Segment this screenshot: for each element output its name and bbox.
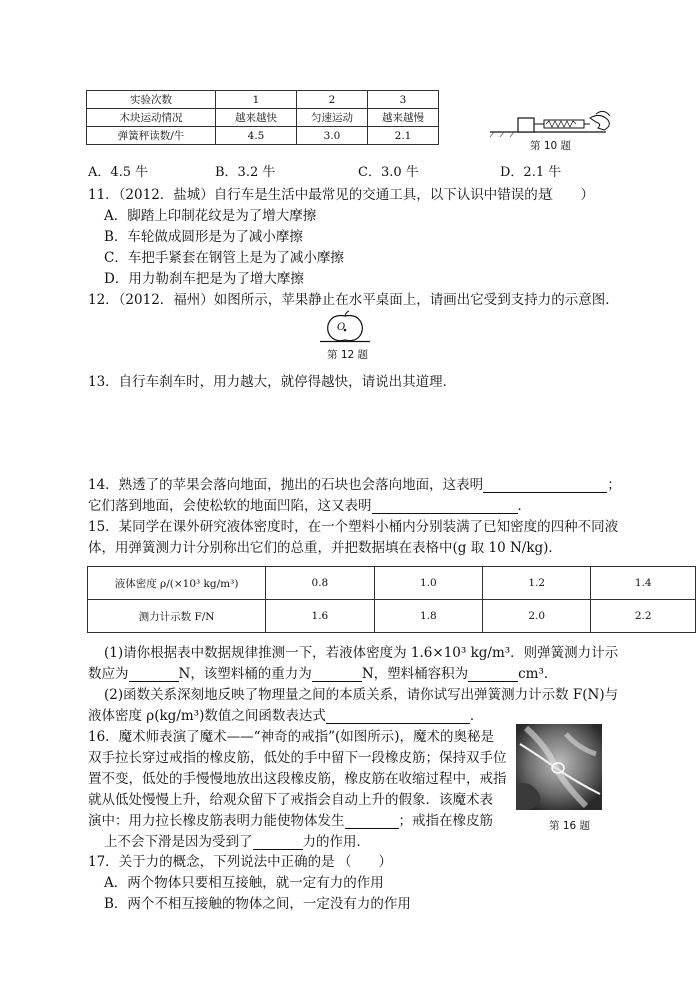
q17-option-b: B．两个不相互接触的物体之间，一定没有力的作用 bbox=[104, 896, 411, 912]
figure-10-block-spring bbox=[488, 104, 618, 138]
figure-16-caption: 第 16 题 bbox=[549, 820, 591, 832]
q16-text: 力的作用． bbox=[302, 834, 370, 850]
q15-part1-line2 bbox=[88, 662, 557, 682]
q15-text: 数应为 bbox=[88, 666, 129, 682]
table-cell: 1.0 bbox=[374, 567, 482, 600]
table-cell: 0.8 bbox=[266, 567, 374, 600]
q14-blank-1[interactable] bbox=[483, 478, 607, 493]
table-cell: 实验次数 bbox=[87, 91, 216, 109]
q16-text: 演中：用力拉长橡皮筋表明力能使物体发生 bbox=[88, 813, 345, 829]
q14-line2 bbox=[88, 494, 531, 514]
q10-option-c: C．3.0 牛 bbox=[358, 165, 419, 180]
q14-blank-2[interactable] bbox=[372, 499, 518, 514]
q15-part2-line2 bbox=[88, 704, 483, 724]
table-cell: 2.1 bbox=[368, 127, 439, 145]
q15-blank-volume[interactable] bbox=[468, 667, 518, 682]
table-cell: 3 bbox=[368, 91, 439, 109]
figure-12-caption: 第 12 题 bbox=[327, 349, 369, 361]
q17-answer-paren: （ ） bbox=[338, 854, 392, 870]
q15-line2: 体，用弹簧测力计分别称出它们的总重，并把数据填在表格中(g 取 10 N/kg)． bbox=[88, 540, 562, 556]
table-cell: 4.5 bbox=[216, 127, 297, 145]
table-cell: 测力计示数 F/N bbox=[88, 600, 266, 633]
table-cell: 3.0 bbox=[297, 127, 368, 145]
q16-line6 bbox=[104, 830, 370, 850]
q14-text1: 14．熟透了的苹果会落向地面，抛出的石块也会落向地面，这表明 bbox=[88, 477, 484, 493]
q14-line1 bbox=[88, 473, 621, 493]
q15-text: N，该塑料桶的重力为 bbox=[178, 666, 312, 682]
q15-part1-line1: (1)请你根据表中数据规律推测一下，若液体密度为 1.6×10³ kg/m³．则弹簧测力计示 bbox=[104, 645, 619, 661]
q16-line5 bbox=[88, 809, 493, 829]
q10-option-b: B．3.2 牛 bbox=[215, 165, 276, 180]
q11-option-b: B．车轮做成圆形是为了减小摩擦 bbox=[104, 229, 303, 245]
table-cell: 2 bbox=[297, 91, 368, 109]
table-cell: 弹簧秤读数/牛 bbox=[87, 127, 216, 145]
q16-line3: 置不变，低处的手慢慢地放出这段橡皮筋，橡皮筋在收缩过程中，戒指 bbox=[88, 771, 507, 787]
q17-option-a: A．两个物体只要相互接触，就一定有力的作用 bbox=[104, 875, 384, 891]
q16-blank-force[interactable] bbox=[253, 835, 303, 850]
q15-blank-reading[interactable] bbox=[129, 667, 179, 682]
q12-stem: 12．（2012．福州）如图所示，苹果静止在水平桌面上，请画出它受到支持力的示意图． bbox=[88, 292, 619, 308]
q16-line4: 就从低处慢慢上升，给观众留下了戒指会自动上升的假象．该魔术表 bbox=[88, 792, 493, 808]
table-cell: 木块运动情况 bbox=[87, 109, 216, 127]
table-cell: 匀速运动 bbox=[297, 109, 368, 127]
experiment-table bbox=[86, 90, 439, 145]
q16-line2: 双手拉长穿过戒指的橡皮筋，低处的手中留下一段橡皮筋；保持双手位 bbox=[88, 750, 507, 766]
table-cell: 1.4 bbox=[591, 567, 696, 600]
q11-answer-paren: （ ） bbox=[540, 187, 594, 203]
q16-text: 上不会下滑是因为受到了 bbox=[104, 834, 253, 850]
q10-option-d: D．2.1 牛 bbox=[500, 165, 562, 180]
q15-text: N，塑料桶容积为 bbox=[361, 666, 469, 682]
q14-text2-end: ． bbox=[517, 498, 531, 514]
figure-10-caption: 第 10 题 bbox=[530, 140, 572, 152]
q13-stem: 13．自行车刹车时，用力越大，就停得越快，请说出其道理． bbox=[88, 374, 457, 390]
q16-line1: 16．魔术师表演了魔术——“神奇的戒指”(如图所示)，魔术的奥秘是 bbox=[88, 729, 495, 745]
q15-blank-function[interactable] bbox=[326, 709, 470, 724]
q15-part2-line1: (2)函数关系深刻地反映了物理量之间的本质关系，请你试写出弹簧测力计示数 F(N)与 bbox=[104, 687, 619, 703]
q14-text1-end: ； bbox=[607, 477, 621, 493]
figure-12-point-label: O bbox=[337, 322, 346, 333]
q16-text: ；戒指在橡皮筋 bbox=[398, 813, 493, 829]
q15-blank-bucket-weight[interactable] bbox=[312, 667, 362, 682]
table-cell: 液体密度 ρ/(×10³ kg/m³) bbox=[88, 567, 266, 600]
q15-line1: 15．某同学在课外研究液体密度时，在一个塑料小桶内分别装满了已知密度的四种不同液 bbox=[88, 519, 619, 535]
q15-text: ． bbox=[469, 708, 484, 724]
figure-16-photo bbox=[516, 724, 602, 810]
q11-stem: 11．（2012．盐城）自行车是生活中最常见的交通工具，以下认识中错误的是 bbox=[88, 187, 552, 203]
q15-text: cm³． bbox=[518, 666, 558, 682]
table-cell: 越来越慢 bbox=[368, 109, 439, 127]
q11-option-c: C．车把手紧套在钢管上是为了减小摩擦 bbox=[104, 250, 344, 266]
q11-option-d: D．用力勒刹车把是为了增大摩擦 bbox=[104, 271, 304, 287]
table-cell: 1.2 bbox=[483, 567, 591, 600]
table-cell: 2.2 bbox=[591, 600, 696, 633]
density-table bbox=[87, 566, 696, 633]
q14-text2: 它们落到地面，会使松软的地面凹陷，这又表明 bbox=[88, 498, 372, 514]
table-cell: 越来越快 bbox=[216, 109, 297, 127]
q10-option-a: A．4.5 牛 bbox=[88, 165, 149, 180]
q16-blank-deform[interactable] bbox=[345, 814, 399, 829]
table-cell: 1.8 bbox=[374, 600, 482, 633]
table-cell: 1.6 bbox=[266, 600, 374, 633]
table-cell: 1 bbox=[216, 91, 297, 109]
q11-option-a: A．脚踏上印制花纹是为了增大摩擦 bbox=[104, 208, 317, 224]
table-cell: 2.0 bbox=[483, 600, 591, 633]
q17-stem: 17．关于力的概念，下列说法中正确的是 bbox=[88, 854, 335, 870]
q15-text: 液体密度 ρ(kg/m³)数值之间函数表达式 bbox=[88, 708, 326, 724]
